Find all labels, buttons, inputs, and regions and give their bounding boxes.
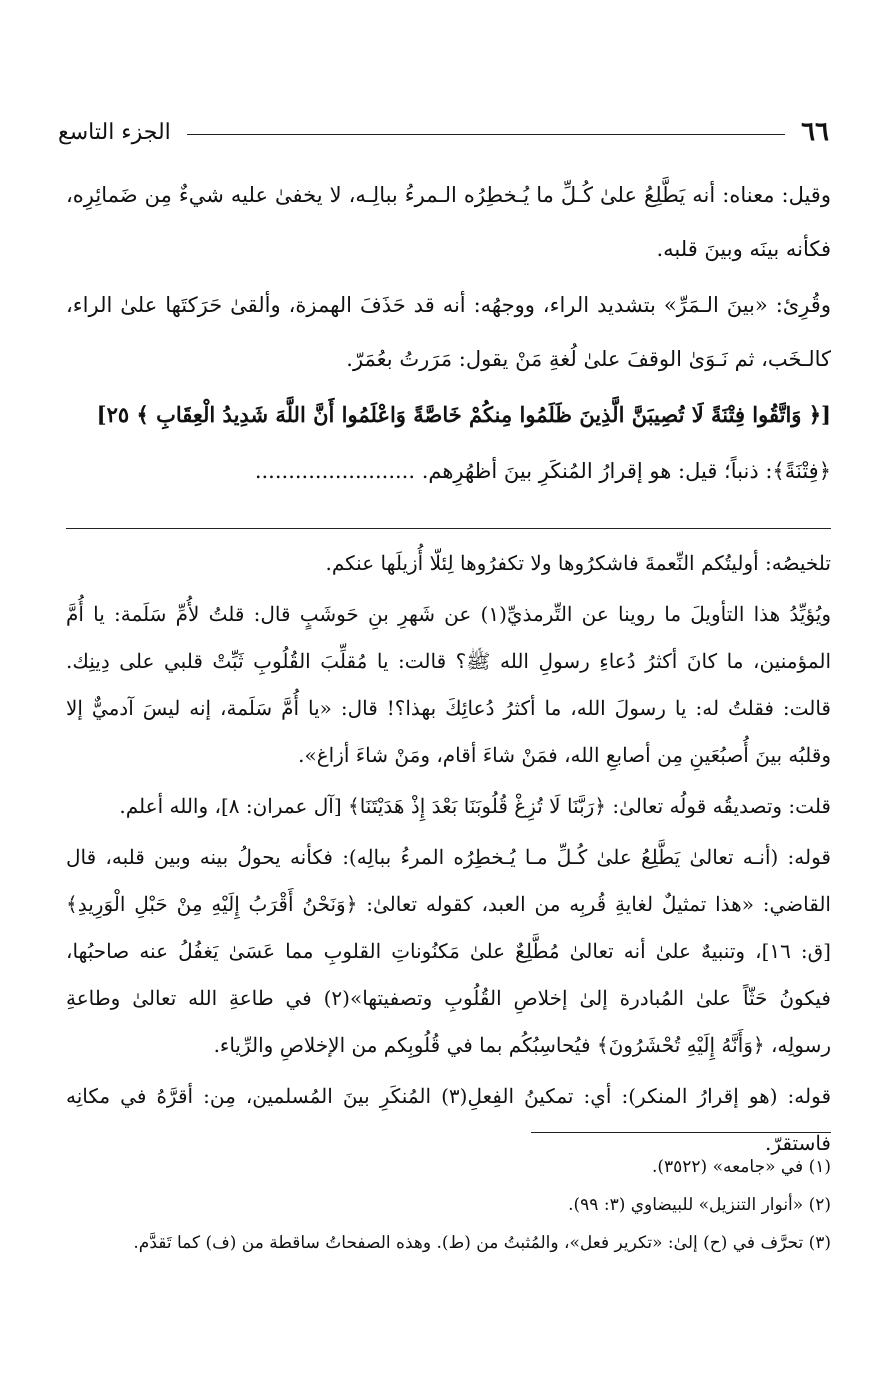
header-rule	[187, 134, 785, 135]
footnote-divider	[531, 1132, 831, 1133]
commentary-paragraph: تلخيصُه: أوليتُكم النِّعمةَ فاشكرُوها ولا تكفرُوها لِئلّا أُزيلَها عنكم.	[325, 551, 831, 575]
footnote: (١) في «جامعه» (٣٥٢٢).	[651, 1157, 831, 1177]
footnote: (٢) «أنوار التنزيل» للبيضاوي (٣: ٩٩).	[568, 1195, 831, 1215]
part-title: الجزء التاسع	[58, 119, 171, 145]
commentary-paragraph: ويُؤيِّدُ هذا التأويلَ ما روينا عن التِّرمذيِّ(١) عن شَهرِ بنِ حَوشَبٍ قال: قلتُ لأُمِّ سَلَمة: يا أُمَّ المؤمنين، ما كانَ أكثرُ دُعاءِ رسولِ الله ﷺ؟ قالت: يا مُقلِّبَ القُلُوبِ ثَبِّتْ قلبي على دِينِك. قالت: فقلتُ له: يا رسولَ الله، ما أكثرُ دُعائِكَ بهذا؟! قال: «يا أُمَّ سَلَمة، إنه ليسَ آدميٌّ إلا وقلبُه بينَ أُصبُعَينِ مِن أصابعِ الله، فمَنْ شاءَ أقام، ومَنْ شاءَ أزاغ».	[66, 602, 831, 767]
quran-verse: [﴿ وَاتَّقُوا فِتْنَةً لَا تُصِيبَنَّ الَّذِينَ ظَلَمُوا مِنكُمْ خَاصَّةً وَاعْلَمُوا أَنَّ اللَّهَ شَدِيدُ الْعِقَابِ ﴾ ٢٥]	[96, 402, 831, 427]
main-paragraph: وقُرِئ: «بينَ الـمَرِّ» بتشديد الراء، ووجهُه: أنه قد حَذَفَ الهمزة، وألقىٰ حَرَكتَها علىٰ الراء، كالـخَب، ثم نَـوَىٰ الوقفَ علىٰ لُغةِ مَنْ يقول: مَرَرتُ بعُمَرّ.	[66, 293, 831, 371]
footnote: (٣) تحرَّف في (ح) إلىٰ: «تكرير فعل»، والمُثبتُ من (ط). وهذه الصفحاتُ ساقطة من (ف) كما تَقدَّم.	[133, 1233, 831, 1253]
main-paragraph: وقيل: معناه: أنه يَطَّلِعُ علىٰ كُـلِّ ما يُـخطِرُه الـمرءُ ببالِـه، لا يخفىٰ عليه شيءٌ مِن ضَمائِرِه، فكأنه بينَه وبينَ قلبه.	[66, 183, 831, 261]
commentary-paragraph: قوله: (أنـه تعالىٰ يَطَّلِعُ علىٰ كُـلِّ مـا يُـخطِرُه المرءُ ببالِه): فكأنه يحولُ بينه وبين قلبه، قال القاضي: «هذا تمثيلٌ لغايةِ قُربِه من العبد، كقوله تعالىٰ: ﴿وَنَحْنُ أَقْرَبُ إِلَيْهِ مِنْ حَبْلِ الْوَرِيدِ﴾ [ق: ١٦]، وتنبيهٌ علىٰ أنه تعالىٰ مُطَّلِعٌ علىٰ مَكنُوناتِ القلوبِ مما عَسَىٰ يَغفُلُ عنه صاحبُها، فيكونُ حَثّاً علىٰ المُبادرة إلىٰ إخلاصِ القُلُوبِ وتصفيتها»(٢) في طاعةِ الله تعالىٰ وطاعةِ رسولِه، ﴿وَأَنَّهُ إِلَيْهِ تُحْشَرُونَ﴾ فيُحاسِبُكُم بما في قُلُوبِكم من الإخلاصِ والرِّياء.	[66, 845, 831, 1057]
main-text	[66, 168, 831, 498]
footnotes	[66, 1148, 831, 1262]
page-header	[58, 112, 829, 152]
main-paragraph: ﴿فِتْنَةً﴾: ذنباً؛ قيل: هو إقرارُ المُنكَرِ بينَ أظهُرِهم. ........................	[254, 459, 831, 483]
commentary-paragraph: قوله: (هو إقرارُ المنكر): أي: تمكينُ الفِعلِ(٣) المُنكَرِ بينَ المُسلمين، مِن: أقرَّهُ في مكانِه فاستقرّ.	[66, 1084, 832, 1155]
page-number: ٦٦	[801, 117, 829, 147]
section-divider	[66, 528, 831, 529]
commentary-paragraph: قلت: وتصديقُه قولُه تعالىٰ: ﴿رَبَّنَا لَا تُزِغْ قُلُوبَنَا بَعْدَ إِذْ هَدَيْتَنَا﴾ [آل عمران: ٨]، والله أعلم.	[119, 794, 831, 818]
commentary-text	[66, 540, 831, 1167]
